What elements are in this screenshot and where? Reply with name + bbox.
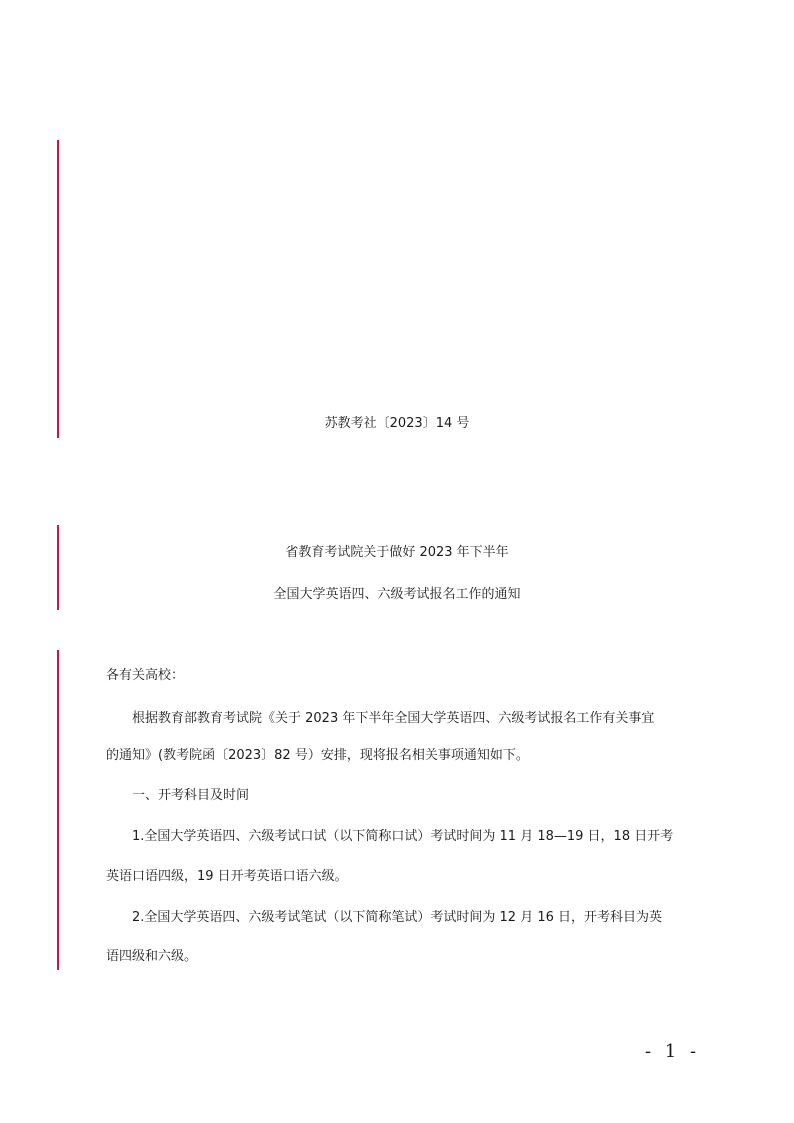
item-2-line-2: 语四级和六级。 (106, 949, 198, 964)
item-1-line-1: 1.全国大学英语四、六级考试口试（以下简称口试）考试时间为 11 月 18—19 日，18 日开考 (132, 829, 674, 844)
section-1-heading: 一、开考科目及时间 (132, 788, 250, 803)
margin-rule-bottom (57, 650, 59, 970)
salutation: 各有关高校： (106, 668, 185, 683)
document-title-line-1: 省教育考试院关于做好 2023 年下半年 (285, 545, 509, 560)
document-title-line-2: 全国大学英语四、六级考试报名工作的通知 (273, 587, 521, 602)
margin-rule-top (57, 140, 59, 438)
paragraph-1-line-2: 的通知》(教考院函〔2023〕82 号）安排，现将报名相关事项通知如下。 (106, 748, 529, 763)
page-number: - 1 - (645, 1041, 701, 1062)
paragraph-1-line-1: 根据教育部教育考试院《关于 2023 年下半年全国大学英语四、六级考试报名工作有关事宜 (132, 711, 655, 726)
document-number: 苏教考社〔2023〕14 号 (324, 416, 470, 431)
item-2-line-1: 2.全国大学英语四、六级考试笔试（以下简称笔试）考试时间为 12 月 16 日，开考科目为英 (132, 910, 663, 925)
item-1-line-2: 英语口语四级，19 日开考英语口语六级。 (106, 869, 348, 884)
